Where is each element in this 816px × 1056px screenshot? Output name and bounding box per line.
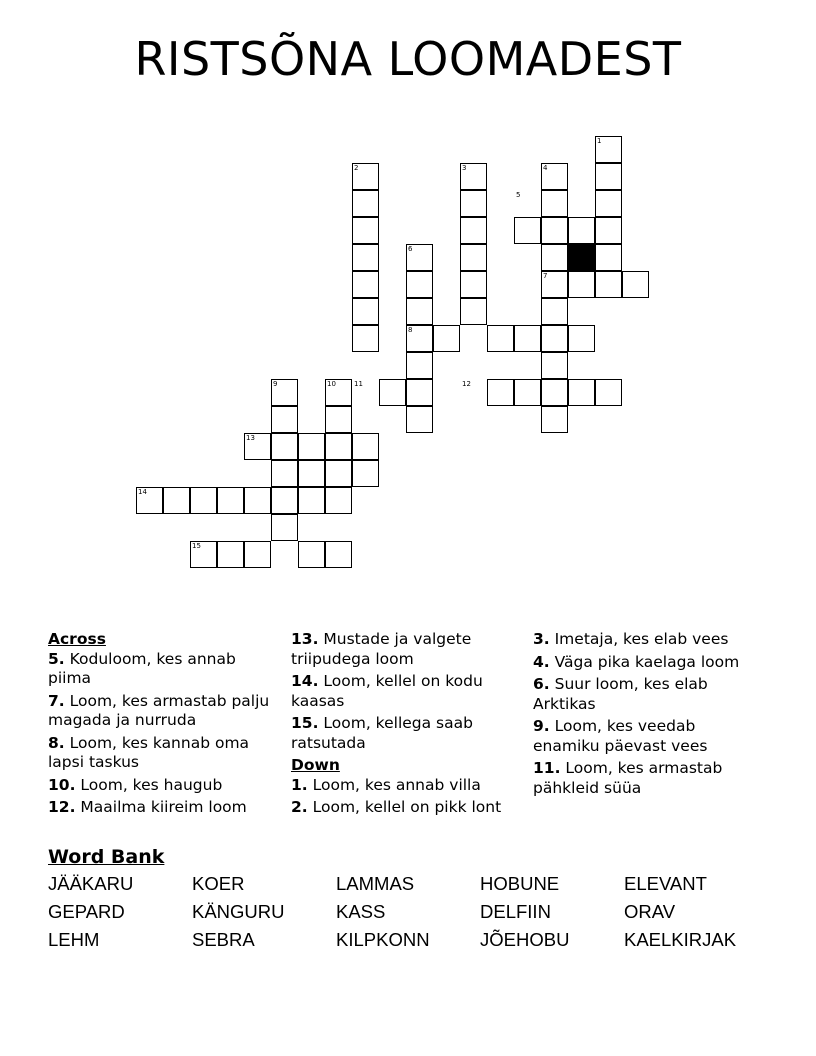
word-bank-item: LEHM — [48, 929, 100, 950]
grid-cell[interactable] — [325, 460, 352, 487]
clue-item — [48, 650, 278, 689]
grid-cell[interactable] — [595, 163, 622, 190]
clue-item-text: Loom, kes armastab pähkleid süüa — [533, 759, 723, 797]
word-bank-item: KÄNGURU — [192, 901, 285, 922]
word-bank-item: JÄÄKARU — [48, 873, 134, 894]
clue-item — [48, 798, 278, 818]
clue-item-text: Loom, kes kannab oma lapsi taskus — [48, 733, 250, 771]
grid-cell[interactable] — [541, 325, 568, 352]
grid-cell[interactable] — [487, 379, 514, 406]
grid-cell[interactable] — [541, 244, 568, 271]
word-bank-item: ORAV — [624, 901, 676, 922]
page-title: RISTSÕNA LOOMADEST — [134, 32, 682, 86]
grid-cell[interactable] — [298, 541, 325, 568]
grid-cell[interactable] — [487, 325, 514, 352]
clue-item-number: 5. — [48, 649, 65, 668]
clue-item-text: Maailma kiireim loom — [75, 798, 247, 816]
grid-cell[interactable] — [541, 298, 568, 325]
word-bank-item: LAMMAS — [336, 873, 415, 894]
grid-cell[interactable] — [298, 487, 325, 514]
clue-item — [48, 776, 278, 796]
grid-cell[interactable] — [433, 325, 460, 352]
word-bank — [48, 873, 788, 951]
grid-cell[interactable] — [271, 406, 298, 433]
clue-item-number: 11. — [533, 759, 561, 777]
clue-item-text: Loom, kellega saab ratsutada — [291, 714, 473, 752]
down-clue-list-continued — [533, 630, 763, 798]
clue-item-text: Loom, kes armastab palju magada ja nurruda — [48, 691, 270, 729]
clue-item-text: Loom, kes haugub — [75, 775, 223, 794]
clue-item-number: 1. — [291, 775, 308, 794]
grid-cell[interactable] — [325, 406, 352, 433]
clue-item-number: 9. — [533, 717, 550, 735]
grid-cell[interactable] — [406, 406, 433, 433]
grid-cell[interactable] — [352, 460, 379, 487]
clue-number: 5 — [516, 191, 521, 199]
word-bank-item: HOBUNE — [480, 873, 560, 894]
grid-cell[interactable] — [352, 271, 379, 298]
clue-item — [48, 692, 278, 731]
clue-number: 13 — [246, 434, 255, 442]
grid-cell[interactable] — [514, 379, 541, 406]
grid-cell[interactable] — [271, 433, 298, 460]
clues-column-3 — [533, 630, 763, 801]
clue-item-number: 4. — [533, 652, 550, 671]
grid-cell[interactable] — [460, 244, 487, 271]
across-heading: Across — [48, 630, 106, 648]
grid-cell[interactable] — [163, 487, 190, 514]
clues-column-1 — [48, 630, 278, 821]
grid-cell[interactable] — [271, 487, 298, 514]
clue-item-text: Väga pika kaelaga loom — [549, 652, 740, 671]
clue-number: 11 — [354, 380, 363, 388]
grid-cell[interactable] — [568, 217, 595, 244]
clue-item-text: Loom, kellel on pikk lont — [307, 798, 502, 816]
clue-item-text: Koduloom, kes annab piima — [48, 649, 236, 687]
grid-cell[interactable] — [568, 271, 595, 298]
grid-cell[interactable] — [595, 379, 622, 406]
grid-cell[interactable] — [298, 460, 325, 487]
grid-cell[interactable] — [541, 352, 568, 379]
clue-number: 12 — [462, 380, 471, 388]
word-bank-title: Word Bank — [48, 846, 165, 868]
clue-item — [291, 630, 521, 669]
clue-item-text: Suur loom, kes elab Arktikas — [533, 675, 708, 713]
grid-cell[interactable] — [568, 325, 595, 352]
word-bank-item: DELFIIN — [480, 901, 551, 922]
grid-cell[interactable] — [595, 271, 622, 298]
down-clue-list — [291, 776, 521, 818]
grid-cell[interactable] — [595, 244, 622, 271]
clues-column-2 — [291, 630, 521, 821]
clue-item-text: Loom, kes veedab enamiku päevast vees — [533, 717, 708, 755]
grid-cell[interactable] — [406, 352, 433, 379]
grid-cell[interactable] — [595, 190, 622, 217]
clue-number: 1 — [597, 137, 602, 145]
clue-number: 2 — [354, 164, 359, 172]
clue-item-number: 3. — [533, 630, 550, 648]
grid-cell[interactable] — [190, 487, 217, 514]
grid-cell[interactable] — [244, 541, 271, 568]
clue-item — [533, 653, 763, 673]
clue-item-text: Mustade ja valgete triipudega loom — [291, 630, 472, 668]
grid-cell[interactable] — [352, 190, 379, 217]
grid-cell[interactable] — [298, 433, 325, 460]
grid-cell[interactable] — [595, 217, 622, 244]
grid-cell[interactable] — [352, 433, 379, 460]
grid-cell[interactable] — [568, 379, 595, 406]
word-bank-item: KAELKIRJAK — [624, 929, 737, 950]
clue-number: 3 — [462, 164, 467, 172]
clue-item-number: 12. — [48, 798, 76, 816]
grid-cell[interactable] — [352, 325, 379, 352]
word-bank-item: KASS — [336, 901, 386, 922]
clue-item-number: 10. — [48, 775, 76, 794]
across-clue-list — [48, 650, 278, 818]
clue-item-number: 14. — [291, 672, 319, 690]
grid-cell[interactable] — [460, 217, 487, 244]
clue-item-number: 7. — [48, 691, 65, 710]
grid-cell[interactable] — [325, 433, 352, 460]
clue-item — [291, 798, 521, 818]
word-bank-item: SEBRA — [192, 929, 255, 950]
clue-item-text: Loom, kellel on kodu kaasas — [291, 672, 483, 710]
grid-cell[interactable] — [622, 271, 649, 298]
grid-cell[interactable] — [541, 217, 568, 244]
grid-cell[interactable] — [460, 190, 487, 217]
grid-cell[interactable] — [460, 298, 487, 325]
grid-cell[interactable] — [406, 271, 433, 298]
clue-item-text: Loom, kes annab villa — [307, 775, 481, 794]
clue-item — [291, 776, 521, 796]
grid-cell[interactable] — [217, 541, 244, 568]
clue-number: 7 — [543, 272, 548, 280]
clue-item — [291, 672, 521, 711]
grid-cell[interactable] — [271, 514, 298, 541]
word-bank-item: KILPKONN — [336, 929, 430, 950]
clue-item — [533, 630, 763, 650]
grid-cell[interactable] — [379, 379, 406, 406]
grid-cell[interactable] — [514, 217, 541, 244]
clue-number: 10 — [327, 380, 336, 388]
grid-cell[interactable] — [325, 487, 352, 514]
black-cell — [568, 244, 595, 271]
grid-cell[interactable] — [406, 379, 433, 406]
grid-cell[interactable] — [352, 217, 379, 244]
grid-cell[interactable] — [352, 244, 379, 271]
grid-cell[interactable] — [244, 487, 271, 514]
word-bank-item: ELEVANT — [624, 873, 707, 894]
grid-cell[interactable] — [325, 541, 352, 568]
grid-cell[interactable] — [541, 406, 568, 433]
across-clue-list-continued — [291, 630, 521, 753]
clue-item-number: 13. — [291, 630, 319, 648]
clue-number: 4 — [543, 164, 548, 172]
clue-item — [533, 759, 763, 798]
grid-cell[interactable] — [352, 298, 379, 325]
clue-number: 6 — [408, 245, 413, 253]
clue-item — [533, 717, 763, 756]
grid-cell[interactable] — [271, 460, 298, 487]
word-bank-item: KOER — [192, 873, 245, 894]
clue-item-text: Imetaja, kes elab vees — [549, 630, 729, 648]
clue-number: 14 — [138, 488, 147, 496]
clue-item — [533, 675, 763, 714]
grid-cell[interactable] — [406, 298, 433, 325]
clue-number: 15 — [192, 542, 201, 550]
down-heading: Down — [291, 756, 340, 774]
clue-number: 8 — [408, 326, 413, 334]
clue-item — [291, 714, 521, 753]
clue-item-number: 15. — [291, 714, 319, 732]
word-bank-item: JÕEHOBU — [480, 929, 570, 950]
clue-item-number: 2. — [291, 798, 308, 816]
clue-item — [48, 734, 278, 773]
grid-cell[interactable] — [514, 325, 541, 352]
clue-item-number: 6. — [533, 675, 550, 693]
word-bank-item: GEPARD — [48, 901, 125, 922]
grid-cell[interactable] — [541, 379, 568, 406]
grid-cell[interactable] — [541, 190, 568, 217]
grid-cell[interactable] — [460, 271, 487, 298]
clue-item-number: 8. — [48, 733, 65, 752]
grid-cell[interactable] — [217, 487, 244, 514]
clue-number: 9 — [273, 380, 278, 388]
